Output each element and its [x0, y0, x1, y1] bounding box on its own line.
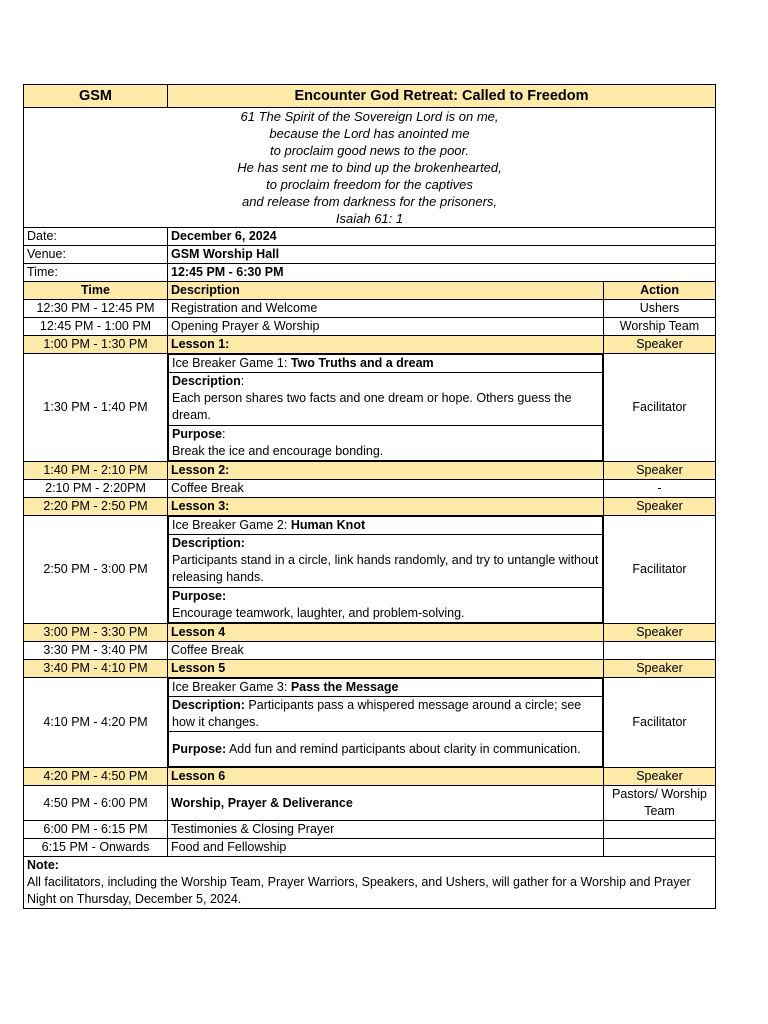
schedule-sheet	[23, 84, 716, 909]
row-action: Speaker	[604, 624, 716, 642]
info-row-date	[24, 228, 716, 246]
info-row-time	[24, 264, 716, 282]
row-action: Speaker	[604, 462, 716, 480]
venue-label: Venue:	[24, 246, 168, 264]
row-description: Lesson 3:	[168, 498, 604, 516]
game-description: Description: Participants stand in a circle, link hands randomly, and try to untangle without releasing hands.	[169, 535, 603, 588]
header-description: Description	[168, 282, 604, 300]
row-time: 4:20 PM - 4:50 PM	[24, 768, 168, 786]
row-description: Opening Prayer & Worship	[168, 318, 604, 336]
note-label: Note:	[27, 858, 59, 872]
column-header-row	[24, 282, 716, 300]
row-description: Coffee Break	[168, 642, 604, 660]
row-action: Speaker	[604, 336, 716, 354]
verse-line: 61 The Spirit of the Sovereign Lord is on me,	[240, 109, 499, 124]
row-description: Lesson 2:	[168, 462, 604, 480]
row-time: 12:45 PM - 1:00 PM	[24, 318, 168, 336]
row-time: 2:20 PM - 2:50 PM	[24, 498, 168, 516]
page-title: Encounter God Retreat: Called to Freedom	[168, 85, 716, 108]
row-time: 3:30 PM - 3:40 PM	[24, 642, 168, 660]
note-row	[24, 857, 716, 909]
row-action	[604, 839, 716, 857]
table-row	[24, 821, 716, 839]
row-time: 2:50 PM - 3:00 PM	[24, 516, 168, 624]
game-title: Ice Breaker Game 2: Human Knot	[169, 517, 603, 535]
row-time: 2:10 PM - 2:20PM	[24, 480, 168, 498]
time-value: 12:45 PM - 6:30 PM	[168, 264, 716, 282]
venue-value: GSM Worship Hall	[168, 246, 716, 264]
row-time: 6:00 PM - 6:15 PM	[24, 821, 168, 839]
row-description: Lesson 1:	[168, 336, 604, 354]
table-row	[24, 336, 716, 354]
row-time: 3:40 PM - 4:10 PM	[24, 660, 168, 678]
note-block	[24, 857, 716, 909]
row-action: -	[604, 480, 716, 498]
row-description: Testimonies & Closing Prayer	[168, 821, 604, 839]
table-row	[24, 768, 716, 786]
row-action: Speaker	[604, 498, 716, 516]
game-details	[168, 516, 604, 624]
row-time: 12:30 PM - 12:45 PM	[24, 300, 168, 318]
table-row	[24, 642, 716, 660]
verse-line: to proclaim good news to the poor.	[270, 143, 469, 158]
row-action	[604, 642, 716, 660]
verse-block	[24, 108, 716, 228]
game-description: Description: Each person shares two facts and one dream or hope. Others guess the dream.	[169, 373, 603, 426]
verse-line: He has sent me to bind up the brokenhearted,	[237, 160, 502, 175]
row-time: 1:00 PM - 1:30 PM	[24, 336, 168, 354]
row-action: Pastors/ Worship Team	[604, 786, 716, 821]
game-details	[168, 354, 604, 462]
table-row	[24, 786, 716, 821]
row-action	[604, 821, 716, 839]
row-description: Coffee Break	[168, 480, 604, 498]
row-description: Worship, Prayer & Deliverance	[168, 786, 604, 821]
row-time: 3:00 PM - 3:30 PM	[24, 624, 168, 642]
row-action: Speaker	[604, 768, 716, 786]
verse-line: to proclaim freedom for the captives	[266, 177, 473, 192]
table-row	[24, 839, 716, 857]
table-row	[24, 498, 716, 516]
verse-line: and release from darkness for the prisoners,	[241, 194, 498, 209]
verse-reference: Isaiah 61: 1	[335, 211, 404, 226]
row-action: Facilitator	[604, 678, 716, 768]
row-time: 6:15 PM - Onwards	[24, 839, 168, 857]
game-purpose: Purpose: Break the ice and encourage bonding.	[169, 426, 603, 461]
date-label: Date:	[24, 228, 168, 246]
header-time: Time	[24, 282, 168, 300]
game-name: Human Knot	[290, 518, 366, 532]
table-row	[24, 624, 716, 642]
row-description: Food and Fellowship	[168, 839, 604, 857]
row-action: Ushers	[604, 300, 716, 318]
verse-row	[24, 108, 716, 228]
table-row	[24, 300, 716, 318]
info-row-venue	[24, 246, 716, 264]
game-row	[24, 354, 716, 462]
row-description: Lesson 4	[168, 624, 604, 642]
row-description: Lesson 6	[168, 768, 604, 786]
table-row	[24, 462, 716, 480]
game-purpose: Purpose: Encourage teamwork, laughter, and problem-solving.	[169, 588, 603, 623]
game-details	[168, 678, 604, 768]
row-description: Lesson 5	[168, 660, 604, 678]
time-label: Time:	[24, 264, 168, 282]
table-row	[24, 660, 716, 678]
header-action: Action	[604, 282, 716, 300]
note-text: All facilitators, including the Worship Team, Prayer Warriors, Speakers, and Ushers, will gather for a Worship and Prayer Night on Thursday, December 5, 2024.	[27, 875, 691, 906]
date-value: December 6, 2024	[168, 228, 716, 246]
verse-line: because the Lord has anointed me	[269, 126, 470, 141]
game-row	[24, 516, 716, 624]
game-title: Ice Breaker Game 1: Two Truths and a dream	[169, 355, 603, 373]
game-name: Two Truths and a dream	[290, 356, 434, 370]
row-time: 4:10 PM - 4:20 PM	[24, 678, 168, 768]
game-description: Description: Participants pass a whispered message around a circle; see how it changes.	[169, 697, 603, 732]
row-action: Facilitator	[604, 354, 716, 462]
row-action: Speaker	[604, 660, 716, 678]
row-time: 1:30 PM - 1:40 PM	[24, 354, 168, 462]
row-time: 1:40 PM - 2:10 PM	[24, 462, 168, 480]
game-title: Ice Breaker Game 3: Pass the Message	[169, 679, 603, 697]
game-name: Pass the Message	[290, 680, 399, 694]
table-row	[24, 318, 716, 336]
row-description: Registration and Welcome	[168, 300, 604, 318]
game-purpose: Purpose: Add fun and remind participants about clarity in communication.	[169, 732, 603, 767]
game-row	[24, 678, 716, 768]
org-name: GSM	[24, 85, 168, 108]
title-row	[24, 85, 716, 108]
row-action: Worship Team	[604, 318, 716, 336]
table-row	[24, 480, 716, 498]
row-time: 4:50 PM - 6:00 PM	[24, 786, 168, 821]
row-action: Facilitator	[604, 516, 716, 624]
